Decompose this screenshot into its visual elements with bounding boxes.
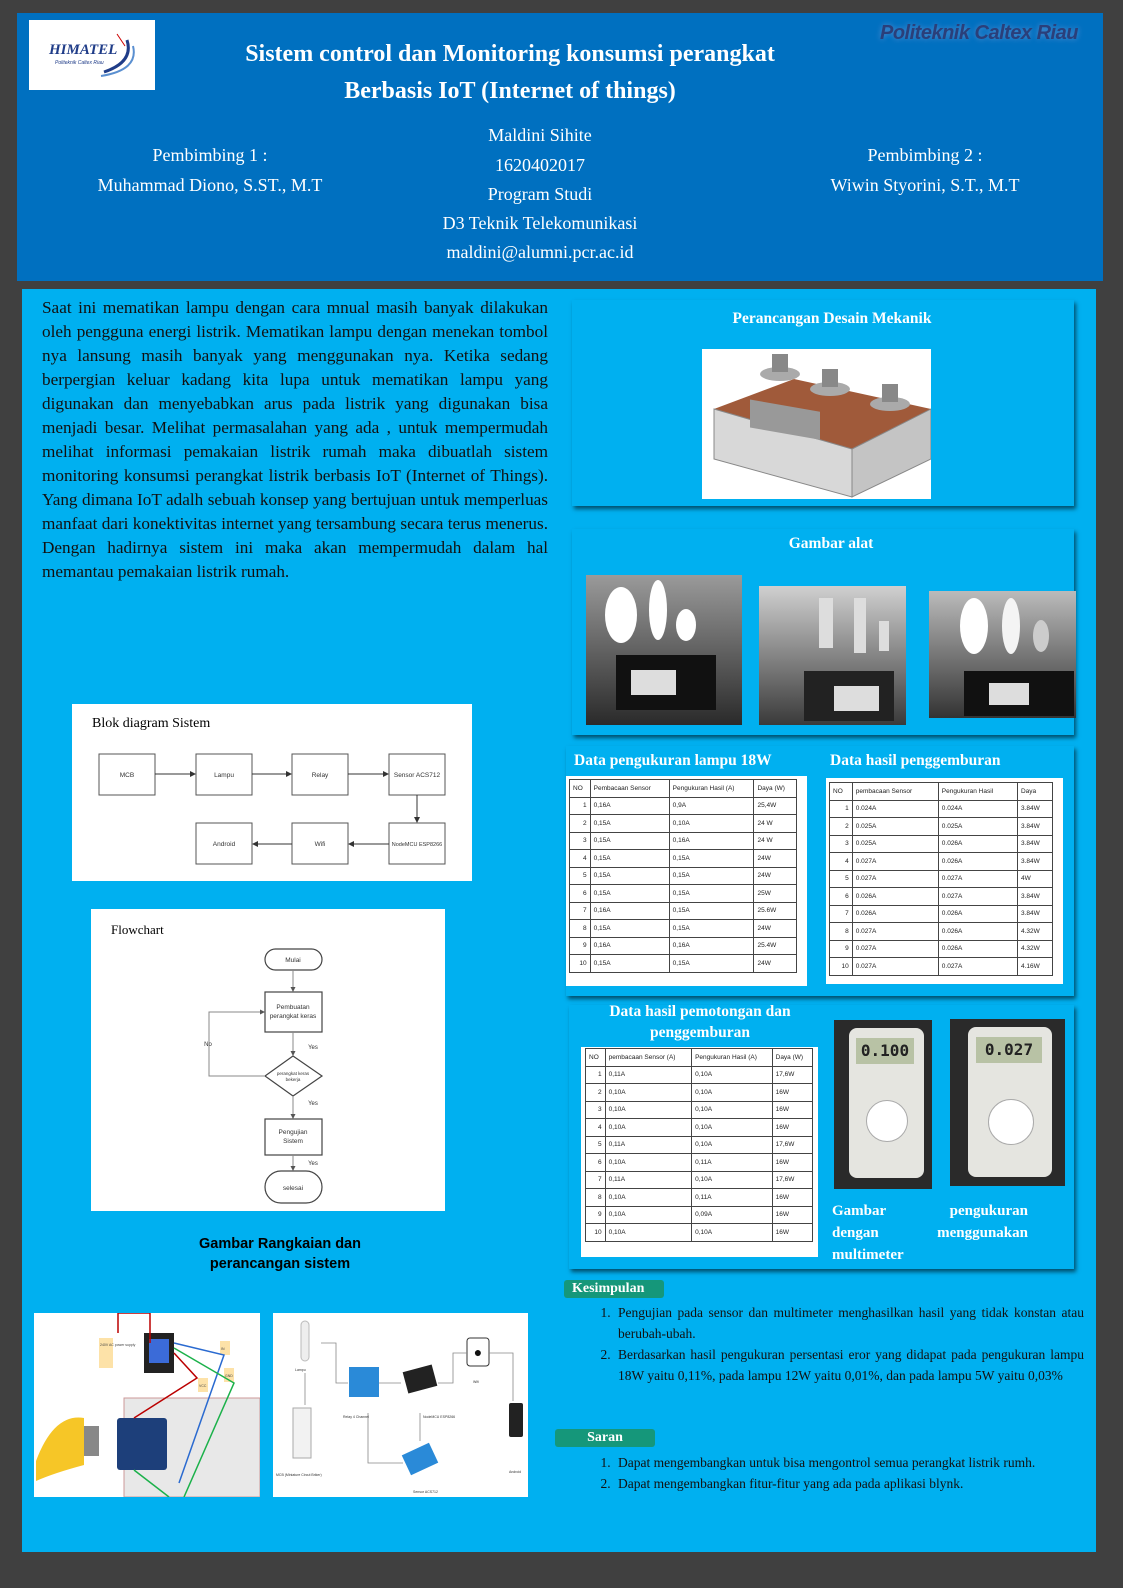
intro-paragraph: Saat ini mematikan lampu dengan cara mnual masih banyak dilakukan oleh pengguna energi listrik. Mematikan lampu dengan menekan tombol nya lansung masih banyak yang menggunakan nya. Ketika sedang berpergian keluar kadang kita lupa untuk mematikan lampu yang digunakan dan menyebabkan arus pada listrik yang digunakan bisa menjadi besar. Melihat permasalahan yang ada , untuk mempermudah melihat informasi pemakaian listrik rumah maka dibuatlah sistem monitoring konsumsi perangkat listrik berbasis IoT (Internet of Things). Yang dimana IoT adalh sebuah konsep yang bertujuan untuk memperluas manfaat dari konektivitas internet yang tersambung secara terus menerus. Dengan hadirnya sistem ini maka akan mempermudah dalam hal memantau pemakaian listrik rumah. xyxy=(42,298,548,581)
himatel-logo-subtext: Politeknik Caltex Riau xyxy=(55,60,104,66)
table-row xyxy=(586,1171,813,1189)
table-cell: 0.026A xyxy=(938,853,1017,871)
table-dimming-title: Data hasil penggemburan xyxy=(830,752,1001,769)
multimeter-photo-1 xyxy=(834,1020,932,1189)
caption-word: multimeter xyxy=(832,1247,904,1263)
table-cell: 16W xyxy=(772,1206,812,1224)
table-cell: 24W xyxy=(754,867,797,885)
table-header-cell: Pengukuran Hasil (A) xyxy=(692,1049,773,1067)
table-cell: 0.026A xyxy=(852,905,938,923)
flowchart-svg xyxy=(91,909,445,1211)
table-cell: 1 xyxy=(830,800,853,818)
wiring-label: 240V AC power supply xyxy=(100,1343,136,1347)
table-cell: 16W xyxy=(772,1154,812,1172)
flowchart-title: Flowchart xyxy=(111,922,164,937)
table-cell: 0.026A xyxy=(852,888,938,906)
table-cell: 0,10A xyxy=(692,1119,773,1137)
table-cell: 25W xyxy=(754,885,797,903)
table-row xyxy=(586,1206,813,1224)
saran-item: 1. Dapat mengembangkan untuk bisa mengontrol semua perangkat listrik rumh. xyxy=(614,1452,1084,1473)
table-row xyxy=(830,888,1053,906)
table-cell: 9 xyxy=(830,940,853,958)
table18w-container xyxy=(566,776,807,986)
table-cell: 0,11A xyxy=(605,1171,691,1189)
table-cell: 3.84W xyxy=(1017,800,1052,818)
table-dimming xyxy=(829,782,1053,976)
table-cell: 1 xyxy=(570,797,591,815)
block-label: Wifi xyxy=(314,841,326,848)
table-cell: 3 xyxy=(570,832,591,850)
table-cell: 6 xyxy=(570,885,591,903)
table-header-row xyxy=(570,780,797,798)
saran-label: Saran xyxy=(555,1429,655,1447)
device-photo-1 xyxy=(586,575,742,725)
table-row xyxy=(586,1136,813,1154)
block-label: Relay xyxy=(311,772,329,779)
table-cell: 0.024A xyxy=(938,800,1017,818)
wiring-diagram-svg xyxy=(34,1313,260,1497)
table-cell: 0.027A xyxy=(852,940,938,958)
advisor1-name: Muhammad Diono, S.ST., M.T xyxy=(97,175,323,195)
table-cell: 0.027A xyxy=(938,958,1017,976)
table-cell: 2 xyxy=(586,1084,606,1102)
table-cell: 0,11A xyxy=(692,1189,773,1207)
table-cell: 0,9A xyxy=(669,797,754,815)
table-cell: 0,15A xyxy=(669,955,754,973)
table-cell: 0,10A xyxy=(692,1066,773,1084)
table-cell: 0.025A xyxy=(852,835,938,853)
table-row xyxy=(570,815,797,833)
mech-design-svg xyxy=(702,349,931,499)
table-cell: 0,16A xyxy=(669,832,754,850)
flow-step2-label: Pengujian xyxy=(278,1129,308,1136)
table-cell: 0,11A xyxy=(692,1154,773,1172)
poster-title-line1: Sistem control dan Monitoring konsumsi perangkat xyxy=(245,41,775,67)
table-row xyxy=(570,797,797,815)
caption-word: pengukuran xyxy=(949,1203,1028,1219)
program-name: D3 Teknik Telekomunikasi xyxy=(442,213,638,233)
table-dimming-container xyxy=(826,778,1063,984)
table-cell: 16W xyxy=(772,1084,812,1102)
table-cell: 0,15A xyxy=(590,850,669,868)
table-cell: 2 xyxy=(570,815,591,833)
table-cell: 0,15A xyxy=(590,815,669,833)
table-cell: 0.027A xyxy=(852,853,938,871)
table-cell: 0,10A xyxy=(692,1171,773,1189)
block-label: NodeMCU ESP8266 xyxy=(391,842,443,848)
table-cell: 0.027A xyxy=(852,923,938,941)
table-header-cell: NO xyxy=(570,780,591,798)
table-cell: 24W xyxy=(754,920,797,938)
table-cell: 24W xyxy=(754,850,797,868)
table-cell: 25.4W xyxy=(754,937,797,955)
flow-step1 xyxy=(265,992,322,1032)
table-cell: 24W xyxy=(754,955,797,973)
table-header-cell: Pengukuran Hasil xyxy=(938,783,1017,801)
table18w-title: Data pengukuran lampu 18W xyxy=(574,752,772,769)
system-label: Sensor ACS712 xyxy=(413,1490,438,1494)
table-cell: 0,15A xyxy=(669,850,754,868)
table-cell: 16W xyxy=(772,1224,812,1242)
table-cell: 10 xyxy=(830,958,853,976)
flow-step2 xyxy=(265,1119,322,1155)
table-cell: 0,15A xyxy=(590,832,669,850)
table-header-cell: Daya (W) xyxy=(754,780,797,798)
block-diagram-title: Blok diagram Sistem xyxy=(92,716,211,731)
table-cell: 17,6W xyxy=(772,1066,812,1084)
table-cell: 24 W xyxy=(754,815,797,833)
table-header-cell: NO xyxy=(586,1049,606,1067)
table-cell: 0,15A xyxy=(590,920,669,938)
table-cell: 0.026A xyxy=(938,940,1017,958)
multimeter-reading-2: 0.027 xyxy=(976,1037,1042,1063)
table-row xyxy=(830,818,1053,836)
flow-step1-label: Pembuatan xyxy=(276,1004,310,1011)
table-cell: 4.32W xyxy=(1017,923,1052,941)
flow-yes-label: Yes xyxy=(308,1045,318,1051)
flow-step1-label: perangkat keras xyxy=(269,1013,317,1020)
table-cell: 10 xyxy=(570,955,591,973)
block-label: Sensor ACS712 xyxy=(393,772,441,779)
advisor1-label: Pembimbing 1 : xyxy=(152,145,268,165)
table-cell: 4.16W xyxy=(1017,958,1052,976)
system-label: Android xyxy=(509,1470,522,1474)
table-cell: 0.026A xyxy=(938,835,1017,853)
swoosh-icon xyxy=(99,32,139,80)
block-label: Android xyxy=(212,841,236,848)
table-cell: 0,15A xyxy=(590,955,669,973)
system-diagram-image xyxy=(273,1313,528,1497)
advisor2-name: Wiwin Styorini, S.T., M.T xyxy=(830,175,1020,195)
table-cell: 5 xyxy=(830,870,853,888)
pcr-logo: Politeknik Caltex Riau xyxy=(880,22,1078,44)
kesimpulan-item: 1. Pengujian pada sensor dan multimeter menghasilkan hasil yang tidak konstan atau berubah-ubah. xyxy=(614,1302,1084,1344)
table-cell: 0.027A xyxy=(852,870,938,888)
table-row xyxy=(830,923,1053,941)
flow-end-label: selesai xyxy=(282,1185,304,1192)
table-cell: 6 xyxy=(830,888,853,906)
system-label: Lampu xyxy=(295,1368,306,1372)
table-cell: 7 xyxy=(586,1171,606,1189)
table-cell: 0,10A xyxy=(605,1189,691,1207)
table-row xyxy=(570,850,797,868)
table-header-row xyxy=(586,1049,813,1067)
table-cell: 3.84W xyxy=(1017,853,1052,871)
table-cell: 0.027A xyxy=(852,958,938,976)
table-cell: 0.025A xyxy=(938,818,1017,836)
flow-yes-label: Yes xyxy=(308,1161,318,1167)
table-row xyxy=(586,1101,813,1119)
table-cell: 7 xyxy=(570,902,591,920)
table-row xyxy=(570,885,797,903)
table-row xyxy=(586,1154,813,1172)
author-email: maldini@alumni.pcr.ac.id xyxy=(446,242,634,262)
table-cell: 0,15A xyxy=(590,867,669,885)
circuit-caption-line2: perancangan sistem xyxy=(209,1256,351,1272)
poster-title-line2: Berbasis IoT (Internet of things) xyxy=(344,78,676,104)
table-header-cell: pembacaan Sensor xyxy=(852,783,938,801)
table-cell: 24 W xyxy=(754,832,797,850)
circuit-caption-line1: Gambar Rangkaian dan xyxy=(199,1236,361,1252)
table-cell: 0,09A xyxy=(692,1206,773,1224)
table-row xyxy=(570,867,797,885)
table-cell: 10 xyxy=(586,1224,606,1242)
wiring-diagram-image xyxy=(34,1313,260,1497)
table-header-cell: Pembacaan Sensor xyxy=(590,780,669,798)
table-cell: 0,15A xyxy=(669,902,754,920)
table-cell: 0,10A xyxy=(692,1084,773,1102)
table-cell: 0,15A xyxy=(669,885,754,903)
table-cell: 17,6W xyxy=(772,1136,812,1154)
table-cell: 3 xyxy=(586,1101,606,1119)
caption-word: dengan xyxy=(832,1225,879,1241)
table-cell: 1 xyxy=(586,1066,606,1084)
wiring-label: GND xyxy=(225,1374,233,1378)
table-row xyxy=(586,1066,813,1084)
table-cell: 0,10A xyxy=(605,1224,691,1242)
table-cell: 0,16A xyxy=(590,937,669,955)
device-photo-2 xyxy=(759,586,906,725)
table-cell: 0,11A xyxy=(605,1136,691,1154)
flow-yes-label: Yes xyxy=(308,1101,318,1107)
block-diagram xyxy=(72,704,472,881)
table-row xyxy=(570,955,797,973)
table-cut-title-line1: Data hasil pemotongan dan xyxy=(609,1003,791,1020)
author-name: Maldini Sihite xyxy=(488,125,592,145)
table-cell: 0.026A xyxy=(938,905,1017,923)
table-cell: 16W xyxy=(772,1119,812,1137)
table-header-cell: NO xyxy=(830,783,853,801)
table-cell: 0,10A xyxy=(605,1206,691,1224)
block-label: Lampu xyxy=(214,772,234,779)
table-cell: 25,4W xyxy=(754,797,797,815)
table-cell: 0.025A xyxy=(852,818,938,836)
multimeter-caption xyxy=(832,1200,1028,1266)
table-cell: 0,15A xyxy=(669,920,754,938)
table-header-cell: Pengukuran Hasil (A) xyxy=(669,780,754,798)
advisor2-label: Pembimbing 2 : xyxy=(867,145,983,165)
table-cell: 4 xyxy=(586,1119,606,1137)
table-cell: 5 xyxy=(586,1136,606,1154)
flow-step2-label: Sistem xyxy=(283,1138,303,1145)
table-cell: 0,10A xyxy=(605,1101,691,1119)
system-label: NodeMCU ESP8266 xyxy=(423,1415,456,1419)
program-label: Program Studi xyxy=(487,184,593,204)
table-row xyxy=(830,958,1053,976)
table-cell: 8 xyxy=(586,1189,606,1207)
table-row xyxy=(830,940,1053,958)
table-cell: 0,10A xyxy=(605,1119,691,1137)
table-cell: 0,10A xyxy=(692,1224,773,1242)
table-row xyxy=(830,800,1053,818)
saran-item: 2. Dapat mengembangkan fitur-fitur yang ada pada aplikasi blynk. xyxy=(614,1473,1084,1494)
device-photo-3 xyxy=(929,591,1076,718)
multimeter-photo-2 xyxy=(950,1019,1065,1186)
table-row xyxy=(830,835,1053,853)
system-label: Relay 4 Channel xyxy=(343,1415,369,1419)
wiring-label: VCC xyxy=(199,1384,207,1388)
table-row xyxy=(830,870,1053,888)
author-id: 1620402017 xyxy=(495,155,585,175)
himatel-logo-text: HIMATEL xyxy=(49,42,118,58)
table-cell: 9 xyxy=(586,1206,606,1224)
table-cell: 16W xyxy=(772,1189,812,1207)
table-cell: 0,10A xyxy=(692,1101,773,1119)
table-cell: 9 xyxy=(570,937,591,955)
table-cell: 4 xyxy=(830,853,853,871)
table-header-cell: Daya (W) xyxy=(772,1049,812,1067)
system-diagram-svg xyxy=(273,1313,528,1497)
block-diagram-svg xyxy=(72,704,472,881)
table-cell: 0,11A xyxy=(605,1066,691,1084)
table-header-cell: pembacaan Sensor (A) xyxy=(605,1049,691,1067)
table-cut xyxy=(585,1048,813,1242)
table-row xyxy=(586,1189,813,1207)
kesimpulan-label: Kesimpulan xyxy=(564,1280,664,1298)
table-row xyxy=(586,1084,813,1102)
saran-list xyxy=(590,1452,1084,1494)
table-cell: 2 xyxy=(830,818,853,836)
table-cell: 0,16A xyxy=(590,797,669,815)
table-cell: 16W xyxy=(772,1101,812,1119)
mech-design-image xyxy=(702,349,931,499)
table-cell: 3 xyxy=(830,835,853,853)
table-cell: 17,6W xyxy=(772,1171,812,1189)
flow-decision-label: bekerja xyxy=(285,1077,301,1082)
system-label: MCB (Miniature Circut Briker) xyxy=(276,1473,322,1477)
table-cell: 0.026A xyxy=(938,923,1017,941)
table-row xyxy=(586,1224,813,1242)
table-row xyxy=(570,902,797,920)
table-row xyxy=(586,1119,813,1137)
table-row xyxy=(570,937,797,955)
table-cell: 0,15A xyxy=(669,867,754,885)
table-cell: 8 xyxy=(830,923,853,941)
table-cell: 0,16A xyxy=(590,902,669,920)
table-cell: 4 xyxy=(570,850,591,868)
wiring-label: IN xyxy=(221,1347,225,1351)
table18w xyxy=(569,779,797,973)
table-cell: 3.84W xyxy=(1017,888,1052,906)
block-label: MCB xyxy=(119,772,135,779)
table-cell: 0.027A xyxy=(938,888,1017,906)
device-photos-title: Gambar alat xyxy=(788,535,874,552)
table-cell: 0,10A xyxy=(692,1136,773,1154)
table-header-cell: Daya xyxy=(1017,783,1052,801)
caption-word: menggunakan xyxy=(937,1225,1028,1241)
kesimpulan-item: 2. Berdasarkan hasil pengukuran persentasi eror yang didapat pada pengukuran lampu 18W yaitu 0,11%, pada lampu 12W yaitu 0,01%, dan pada lampu 5W yaitu 0,03% xyxy=(614,1344,1084,1386)
table-cell: 0,10A xyxy=(605,1154,691,1172)
flow-no-label: No xyxy=(204,1042,212,1048)
table-header-row xyxy=(830,783,1053,801)
flowchart xyxy=(91,909,445,1211)
wifi-icon: ● xyxy=(473,1346,483,1361)
table-cut-container xyxy=(581,1047,818,1257)
table-cell: 0.027A xyxy=(938,870,1017,888)
table-cell: 0,10A xyxy=(605,1084,691,1102)
himatel-logo xyxy=(29,20,155,90)
table-cell: 6 xyxy=(586,1154,606,1172)
table-cell: 3.84W xyxy=(1017,905,1052,923)
table-cell: 0,10A xyxy=(669,815,754,833)
mech-design-title: Perancangan Desain Mekanik xyxy=(732,310,932,327)
system-label: Wifi xyxy=(473,1380,479,1384)
multimeter-reading-1: 0.100 xyxy=(856,1038,914,1064)
table-row xyxy=(830,853,1053,871)
caption-word: Gambar xyxy=(832,1203,887,1219)
table-row xyxy=(570,920,797,938)
table-cell: 0.024A xyxy=(852,800,938,818)
table-cell: 4W xyxy=(1017,870,1052,888)
flow-start-label: Mulai xyxy=(285,957,301,964)
flow-decision-label: perangkat keras xyxy=(276,1071,310,1076)
table-cell: 3.84W xyxy=(1017,835,1052,853)
table-cell: 0,15A xyxy=(590,885,669,903)
table-row xyxy=(570,832,797,850)
table-cut-title-line2: penggemburan xyxy=(650,1024,750,1041)
table-cell: 0,16A xyxy=(669,937,754,955)
table-cell: 8 xyxy=(570,920,591,938)
table-cell: 25.6W xyxy=(754,902,797,920)
flow-decision xyxy=(265,1056,322,1096)
table-row xyxy=(830,905,1053,923)
kesimpulan-list xyxy=(590,1302,1084,1386)
table-cell: 3.84W xyxy=(1017,818,1052,836)
table-cell: 4.32W xyxy=(1017,940,1052,958)
table-cell: 5 xyxy=(570,867,591,885)
table-cell: 7 xyxy=(830,905,853,923)
